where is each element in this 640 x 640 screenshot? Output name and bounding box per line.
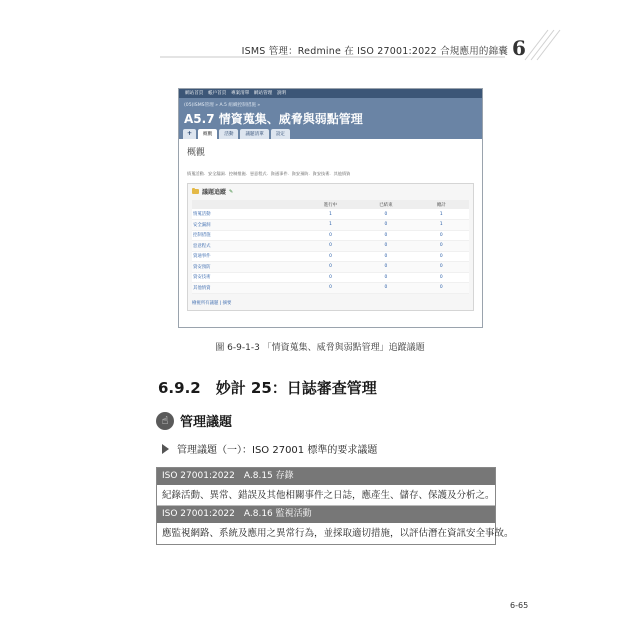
- table-row: [192, 283, 469, 294]
- link-separator: |: [219, 300, 222, 306]
- bullet-text: 管理議題（一）：ISO 27001 標準的要求議題: [177, 445, 378, 456]
- figure-caption: 圖 6-9-1-3 「情資蒐集、威脅與弱點管理」追蹤議題: [215, 343, 425, 353]
- hand-pointer-icon: ☝: [156, 412, 174, 430]
- tab-settings: 設定: [271, 129, 290, 139]
- tracker-name-cell: 控制措施: [192, 230, 303, 241]
- tracker-name-cell: 情蒐活動: [192, 209, 303, 220]
- closed-count-cell: 0: [358, 272, 413, 283]
- sub-heading: [156, 411, 232, 430]
- total-count-cell: 0: [414, 262, 469, 273]
- table-row: [192, 220, 469, 231]
- closed-count-cell: 0: [358, 262, 413, 273]
- tracker-name-cell: 安全漏洞: [192, 220, 303, 231]
- table-row: [192, 241, 469, 252]
- open-count-cell: 0: [303, 251, 358, 262]
- triangle-bullet-icon: [162, 444, 169, 454]
- column-header-total: 總計: [414, 200, 469, 209]
- tracker-name-cell: 惡意程式: [192, 241, 303, 252]
- tracker-name-cell: 資安預防: [192, 262, 303, 273]
- table-row: [192, 272, 469, 283]
- table-row: [192, 262, 469, 273]
- issue-tracking-table: [192, 200, 469, 294]
- total-count-cell: 0: [414, 230, 469, 241]
- open-count-cell: 0: [303, 230, 358, 241]
- running-header-title: ISMS 管理：Redmine 在 ISO 27001:2022 合規應用的錦囊: [241, 46, 508, 57]
- view-all-issues-link: 檢視所有議題: [192, 300, 219, 306]
- open-count-cell: 0: [303, 272, 358, 283]
- standard-heading: ISO 27001:2022 A.8.16 監視活動: [157, 506, 495, 523]
- closed-count-cell: 0: [358, 209, 413, 220]
- header-decoration: [0, 0, 640, 80]
- tab-issues: 議題清單: [240, 129, 268, 139]
- folder-icon: [192, 189, 199, 194]
- table-row: [192, 230, 469, 241]
- standard-heading: ISO 27001:2022 A.8.15 存錄: [157, 468, 495, 485]
- running-header: [0, 0, 640, 80]
- column-header-tracker: [192, 200, 303, 209]
- total-count-cell: 1: [414, 220, 469, 231]
- total-count-cell: 0: [414, 272, 469, 283]
- table-row: [192, 251, 469, 262]
- open-count-cell: 0: [303, 283, 358, 294]
- issue-tracking-title: 議題追蹤: [202, 189, 227, 196]
- closed-count-cell: 0: [358, 251, 413, 262]
- tab-new: +: [183, 129, 196, 139]
- tracker-name-cell: 資通事件: [192, 251, 303, 262]
- redmine-project-title: A5.7 情資蒐集、威脅與弱點管理: [184, 112, 363, 126]
- table-row: [192, 209, 469, 220]
- redmine-project-header: [179, 98, 482, 139]
- sub-heading-title: 管理議題: [180, 415, 233, 430]
- issue-box-links: [192, 300, 469, 306]
- page-number: 6-65: [510, 601, 529, 610]
- tab-overview: 概觀: [198, 129, 217, 139]
- redmine-tracker-list: 情蒐活動．安全漏洞．控制措施．惡意程式．資通事件．資安預防．資安技術．其他情資: [187, 171, 351, 176]
- pin-icon: ✎: [229, 188, 234, 195]
- redmine-top-menu: 網站首頁 帳戶首頁 專案清單 網站管理 說明: [179, 89, 482, 98]
- total-count-cell: 0: [414, 251, 469, 262]
- tracker-name-cell: 其他情資: [192, 283, 303, 294]
- redmine-content: [179, 139, 482, 317]
- issue-table-body: [192, 209, 469, 293]
- open-count-cell: 0: [303, 241, 358, 252]
- total-count-cell: 0: [414, 283, 469, 294]
- open-count-cell: 1: [303, 209, 358, 220]
- chapter-number: 6: [512, 36, 526, 60]
- column-header-closed: 已結束: [358, 200, 413, 209]
- closed-count-cell: 0: [358, 283, 413, 294]
- open-count-cell: 0: [303, 262, 358, 273]
- issue-tracking-box: [187, 183, 474, 311]
- issue-tracking-header: [192, 187, 469, 196]
- total-count-cell: 0: [414, 241, 469, 252]
- closed-count-cell: 0: [358, 230, 413, 241]
- summary-link: 摘要: [222, 300, 232, 306]
- tab-activity: 活動: [219, 129, 238, 139]
- standard-text: 紀錄活動、異常、錯誤及其他相關事件之日誌，應產生、儲存、保護及分析之。: [157, 485, 495, 506]
- redmine-breadcrumb: (05)ISMS管理 » A.5 組織控制措施 »: [184, 103, 261, 108]
- closed-count-cell: 0: [358, 241, 413, 252]
- standards-table: [156, 467, 514, 545]
- tracker-name-cell: 資安技術: [192, 272, 303, 283]
- closed-count-cell: 0: [358, 220, 413, 231]
- redmine-section-title: 概觀: [187, 148, 206, 158]
- column-header-open: 進行中: [303, 200, 358, 209]
- total-count-cell: 1: [414, 209, 469, 220]
- table-header-row: [192, 200, 469, 209]
- bullet-item: [162, 441, 377, 456]
- open-count-cell: 1: [303, 220, 358, 231]
- redmine-screenshot: [178, 88, 483, 328]
- redmine-tabs: [183, 129, 290, 139]
- section-heading: 6.9.2 妙計 25：日誌審查管理: [158, 379, 377, 397]
- standard-text: 應監視網路、系統及應用之異常行為，並採取適切措施，以評估潛在資訊安全事故。: [157, 523, 495, 544]
